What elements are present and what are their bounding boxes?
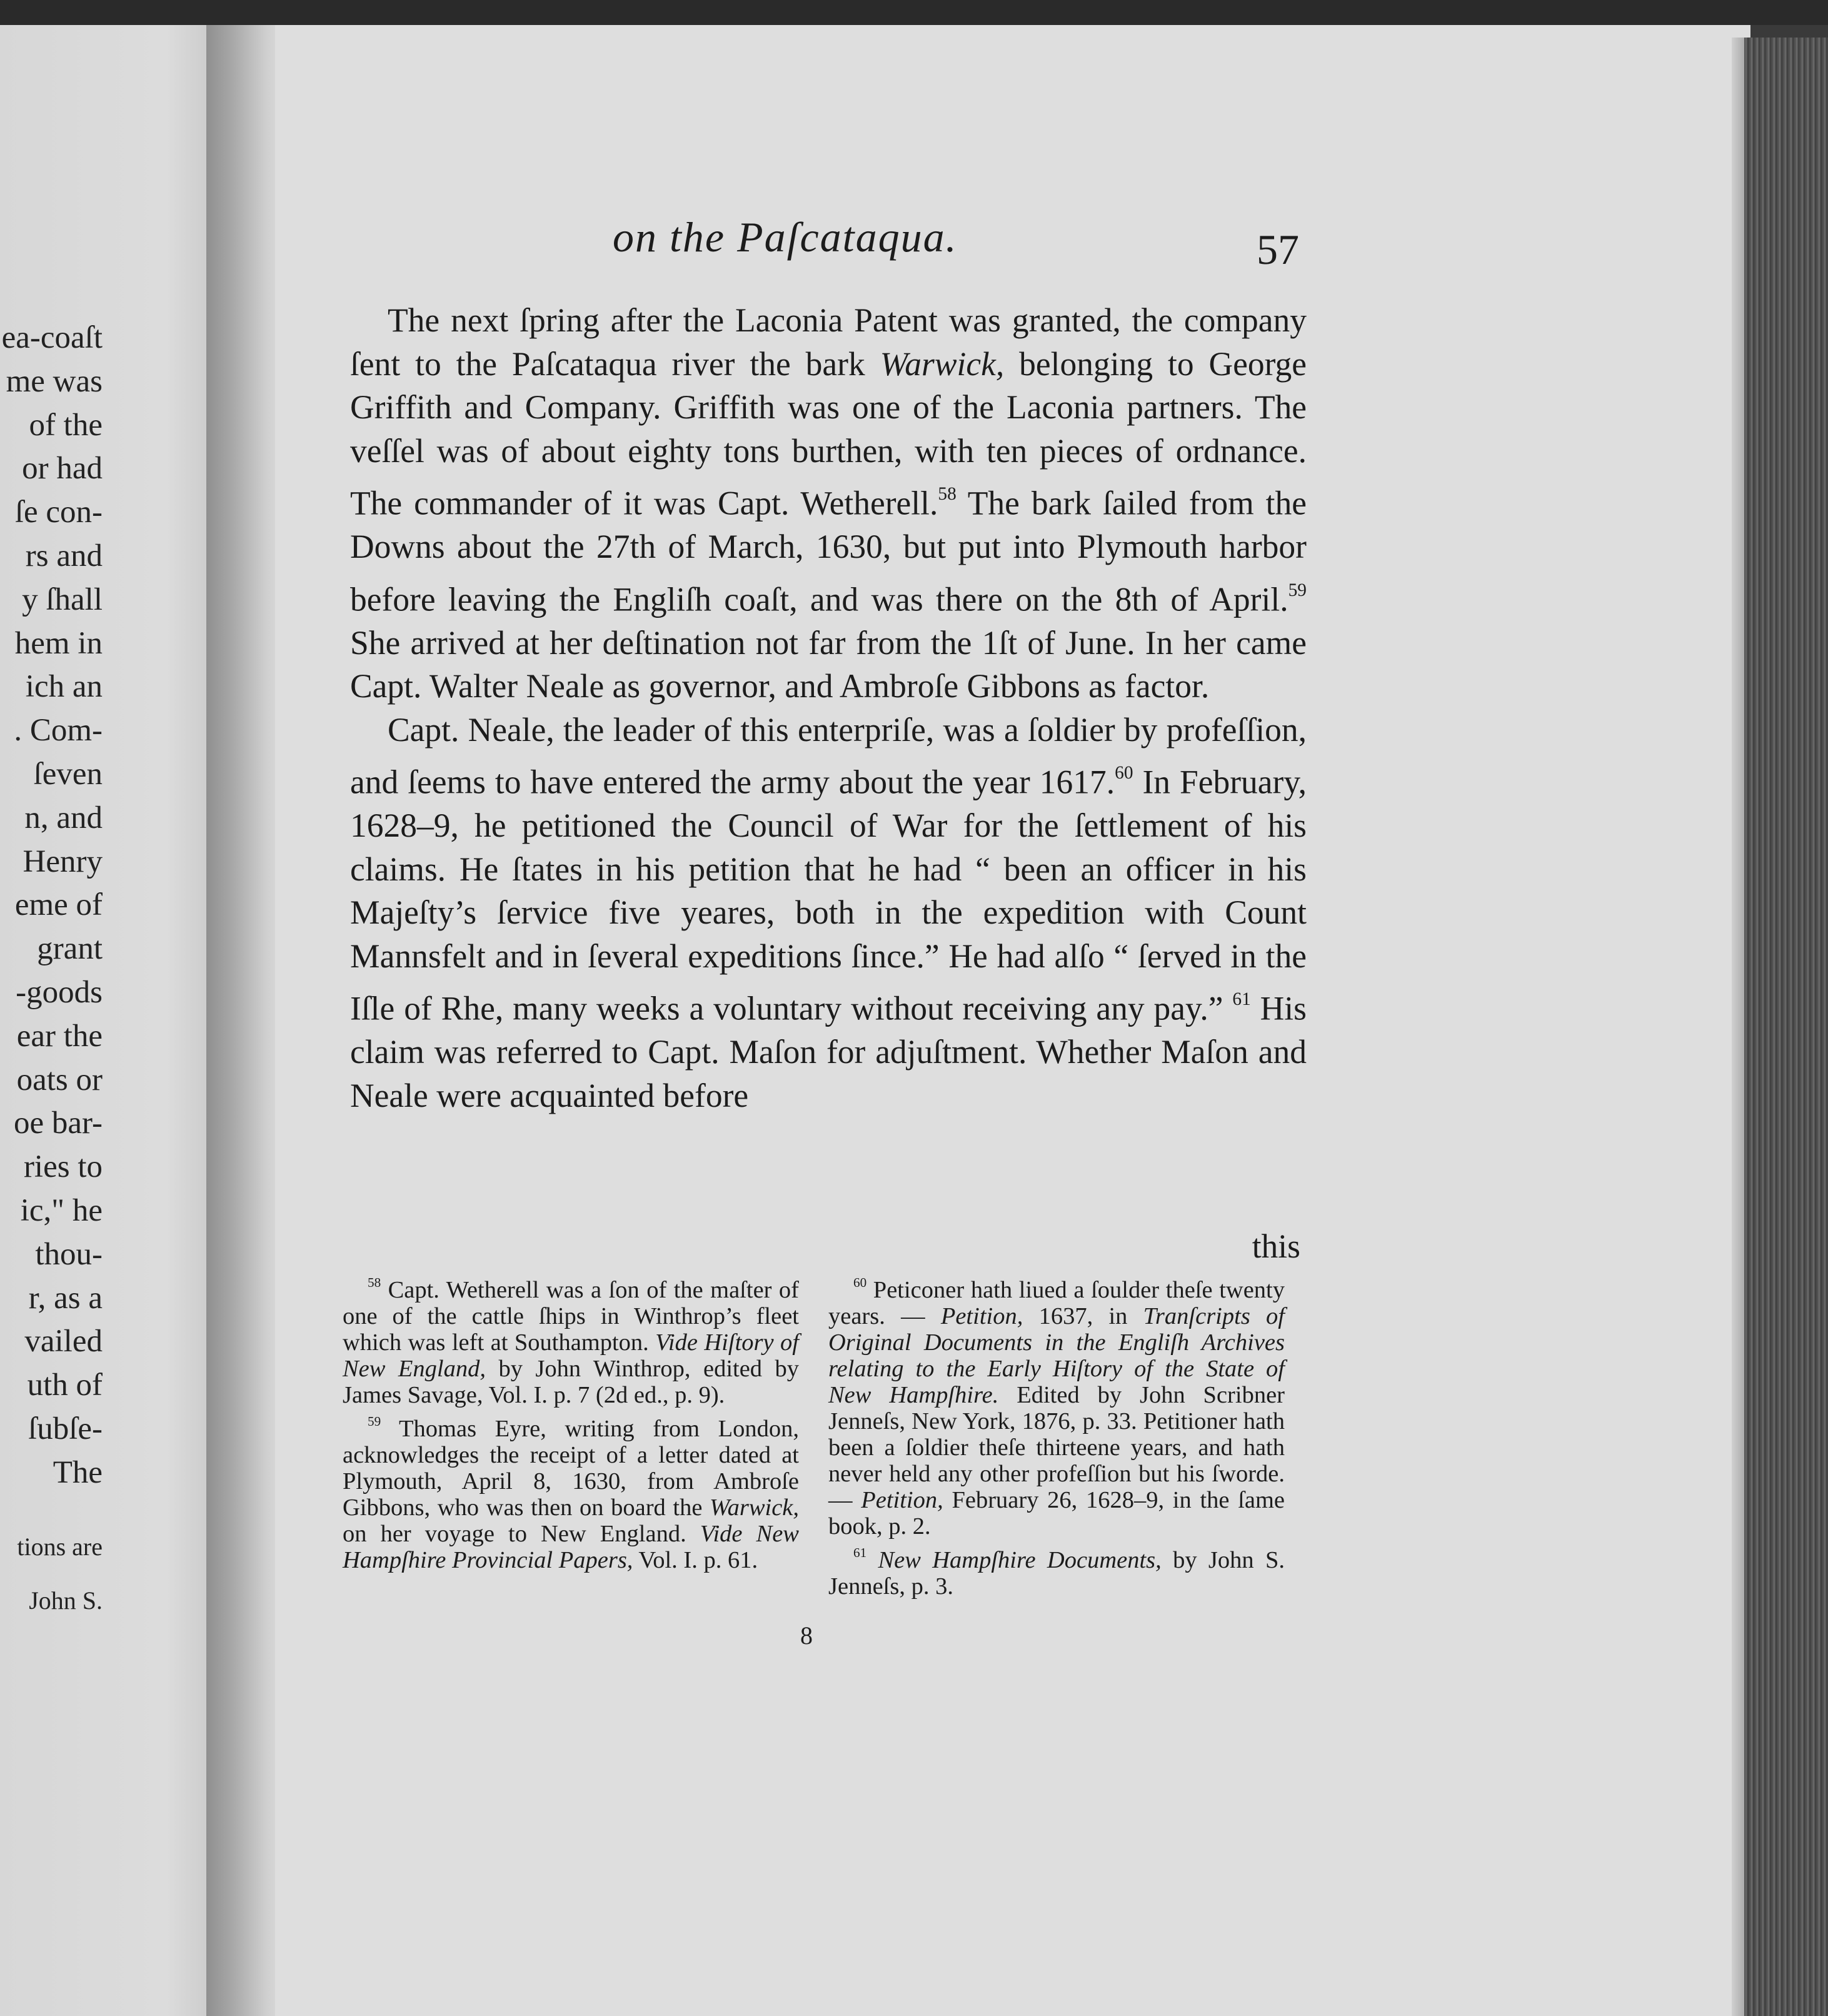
italic-text: Petition, (861, 1486, 943, 1513)
left-page-line: grant (37, 931, 103, 967)
text-run: by John Winthrop, edited by James Savage, Vol. I. p. 7 (2d ed., p. 9). (343, 1355, 799, 1408)
left-page-line: The (53, 1454, 103, 1490)
left-page-footnote-line: John S. (29, 1586, 103, 1615)
text-run: Vol. I. p. 61. (633, 1546, 758, 1573)
left-page-line: uth of (27, 1368, 103, 1403)
left-page-line: me was (6, 363, 103, 399)
paragraph (343, 1269, 799, 1408)
left-page-line: of the (29, 407, 103, 443)
italic-text: Warwick, (880, 345, 1005, 383)
book-gutter (206, 25, 281, 2016)
italic-text: New Hampſhire Documents, (878, 1546, 1162, 1573)
left-page-line: r, as a (28, 1280, 103, 1316)
left-page-line: oe bar- (14, 1106, 103, 1141)
left-page-line: ſubſe- (28, 1411, 103, 1446)
paragraph (828, 1540, 1285, 1600)
text-run: Edited by John Scribner Jenneſs, New York, 1876, p. 33. Petitioner hath been a ſoldier theſe thirteene years, and hath never held any other profeſſion but his ſworde. — (828, 1381, 1285, 1513)
text-run: by John S. Jenneſs, p. 3. (828, 1546, 1285, 1600)
italic-text: Vide Hiſtory of New England, (343, 1329, 799, 1382)
book-page-edges (1744, 38, 1828, 2016)
footnote-ref: 61 (1232, 989, 1251, 1010)
left-page-footnote-line: tions are (17, 1533, 103, 1561)
paragraph (828, 1269, 1285, 1540)
left-page-line: vailed (24, 1324, 103, 1359)
left-page-line: oats or (16, 1062, 103, 1097)
scan-background-top (0, 0, 1828, 25)
footnote-ref: 61 (853, 1545, 867, 1560)
text-run: Thomas Eyre, writing from London, acknowledges the receipt of a letter dated at Plymouth, April 8, 1630, from Ambroſe Gibbons, who was then on board the (343, 1415, 799, 1521)
text-run: Peticoner hath liued a ſoulder theſe twenty years. — (828, 1276, 1285, 1329)
left-page-line: -goods (16, 975, 103, 1010)
left-page-line: ea-coaſt (1, 320, 103, 355)
left-page-line: n, and (24, 800, 103, 835)
left-page-line: ſeven (33, 757, 103, 792)
text-run: belonging to George Griffith and Company. Griffith was one of the Laconia partners. The veſſel was of about eighty tons burthen, with ten pieces of ordnance. The commander of it was Capt. Wetherell. (350, 345, 1307, 522)
running-head: on the Paſcataqua. (613, 213, 958, 261)
footnote-ref: 58 (368, 1275, 381, 1290)
left-page-line: Henry (23, 844, 103, 879)
footnote-ref: 59 (1288, 580, 1307, 600)
footnote-ref: 60 (1115, 763, 1133, 784)
left-page-line: ſe con- (14, 495, 103, 530)
text-run (866, 1547, 878, 1573)
left-page-line: ic," he (20, 1193, 103, 1228)
text-run: Capt. Wetherell was a ſon of the maſter of one of the cattle ſhips in Winthrop’s fleet which was left at Southampton. (343, 1276, 799, 1356)
italic-text: Petition, (940, 1303, 1023, 1329)
body-text (350, 299, 1307, 1117)
left-page-line: ich an (25, 669, 103, 705)
left-page-line: rs and (25, 538, 103, 573)
signature-mark: 8 (800, 1621, 813, 1650)
left-page-line: or had (22, 451, 103, 486)
catchword: this (1252, 1227, 1300, 1265)
footnotes-left-column (343, 1269, 799, 1573)
text-run: February 26, 1628–9, in the ſame book, p. 2. (828, 1486, 1285, 1540)
footnote-ref: 59 (368, 1413, 381, 1429)
italic-text: Warwick, (710, 1494, 799, 1521)
text-run: on her voyage to New England. (343, 1520, 700, 1547)
left-page-line: y ſhall (22, 582, 103, 617)
left-page-line: thou- (35, 1236, 103, 1272)
text-run: Capt. Neale, the leader of this enterpriſe, was a ſoldier by profeſſion, and ſeems to have entered the army about the year 1617. (350, 710, 1307, 801)
text-run: The bark ſailed from the Downs about the 27th of March, 1630, but put into Plymouth harbor before leaving the Engliſh coaſt, and was there on the 8th of April. (350, 484, 1307, 618)
italic-text: Vide New Hampſhire Provincial Papers, (343, 1520, 799, 1573)
text-run: She arrived at her deſtination not far from the 1ſt of June. In her came Capt. Walter Neale as governor, and Ambroſe Gibbons as factor. (350, 623, 1307, 705)
paragraph (350, 299, 1307, 708)
left-page-line: ries to (23, 1149, 103, 1185)
left-page-line: . Com- (14, 713, 103, 748)
footnote-ref: 60 (853, 1275, 867, 1290)
left-page-line: hem in (14, 625, 103, 661)
previous-page (0, 25, 238, 2016)
left-page-line: eme of (14, 887, 103, 923)
footnotes-right-column (828, 1269, 1285, 1600)
text-run: His claim was referred to Capt. Maſon for adjuſtment. Whether Maſon and Neale were acquainted before (350, 989, 1307, 1114)
text-run: The next ſpring after the Laconia Patent was granted, the company ſent to the Paſcataqua river the bark (350, 301, 1307, 383)
page-number: 57 (1257, 226, 1299, 273)
text-run: In February, 1628–9, he petitioned the Council of War for the ſettlement of his claims. He ſtates in his petition that he had “ been an officer in his Majeſty’s ſervice five yeares, both in the expedition with Count Mannsfelt and in ſeveral expeditions ſince.” He had alſo “ ſerved in the Iſle of Rhe, many weeks a voluntary without receiving any pay.” (350, 763, 1307, 1027)
italic-text: Tranſcripts of Original Documents in the Engliſh Archives relating to the Early Hiſtory of the State of New Hampſhire. (828, 1303, 1285, 1408)
text-run: 1637, in (1023, 1303, 1143, 1329)
paragraph (350, 708, 1307, 1118)
left-page-line: ear the (16, 1018, 103, 1054)
footnote-ref: 58 (938, 484, 957, 504)
paragraph (343, 1408, 799, 1573)
